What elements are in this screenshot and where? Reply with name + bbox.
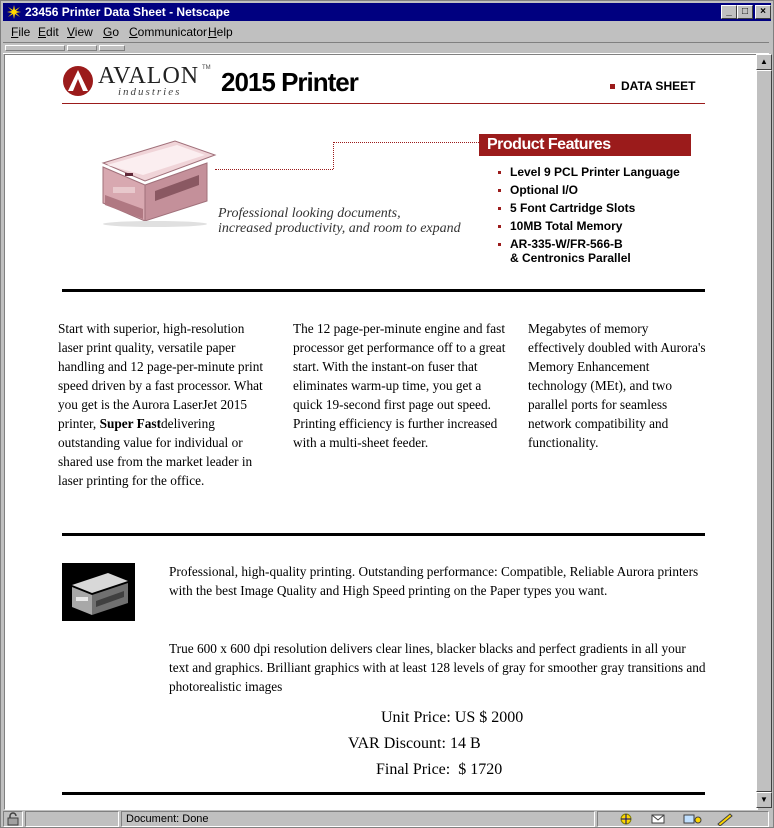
logo-trademark: TM	[202, 65, 211, 71]
status-text-panel	[121, 811, 595, 827]
product-features-title: Product Features	[487, 136, 611, 153]
feature-text: AR-335-W/FR-566-B	[510, 237, 623, 251]
callout-line	[215, 169, 333, 170]
toolbar-grip-location[interactable]	[67, 45, 97, 51]
feature-item	[498, 237, 680, 265]
callout-line-vertical	[333, 142, 334, 169]
menu-go-rest: o	[112, 25, 120, 39]
tagline-line-2: increased productivity, and room to expand	[218, 221, 461, 236]
discussions-icon	[684, 815, 701, 823]
feature-text: 5 Font Cartridge Slots	[510, 201, 636, 215]
component-bar	[597, 811, 769, 827]
menu-communicator-key: C	[129, 25, 138, 39]
feature-list	[498, 165, 680, 269]
menu-file-key: F	[11, 25, 19, 39]
menu-help[interactable]	[208, 25, 233, 39]
scroll-down-button[interactable]: ▼	[756, 792, 772, 808]
status-bar	[3, 811, 771, 827]
menu-edit-rest: dit	[46, 25, 59, 39]
logo-subtitle: industries	[118, 86, 182, 98]
column-1	[58, 319, 266, 490]
menu-communicator-rest: ommunicator	[137, 25, 208, 39]
security-lock-icon	[5, 812, 21, 826]
menu-communicator[interactable]	[129, 25, 207, 39]
feature-item	[498, 201, 680, 215]
feature-text: 10MB Total Memory	[510, 219, 623, 233]
column-2: The 12 page-per-minute engine and fast processor get performance off to a great start. With the instant-on fuser that eliminates warm-up time, you get a quick 19-second first page out speed. Printing efficiency is further increased with a multi-sheet feeder.	[293, 321, 506, 450]
status-text: Document: Done	[126, 813, 209, 825]
menu-go-key: G	[103, 25, 113, 39]
title-bar[interactable]	[3, 3, 771, 21]
page-viewport[interactable]	[4, 54, 758, 810]
feature-text: Optional I/O	[510, 183, 578, 197]
menu-help-rest: elp	[216, 25, 233, 39]
scroll-up-button[interactable]: ▲	[756, 54, 772, 70]
scroll-thumb[interactable]	[756, 70, 772, 792]
column-1-bold: Super Fast	[99, 416, 162, 431]
navigator-icon	[621, 814, 631, 824]
feature-text-continued: & Centronics Parallel	[510, 251, 631, 265]
minimize-button[interactable]: _	[721, 5, 737, 19]
menu-help-key: H	[208, 25, 217, 39]
menu-bar	[3, 22, 771, 41]
feature-item	[498, 165, 680, 179]
printer-image	[95, 129, 217, 227]
security-panel[interactable]	[3, 811, 23, 827]
header-divider	[62, 103, 705, 104]
menu-view[interactable]	[67, 25, 93, 39]
description-paragraph-2: True 600 x 600 dpi resolution delivers clear lines, blacker blacks and perfect gradients in all your text and graphics. Brilliant graphics with at least 128 levels of gray for smoother gray transitions and photorealistic images	[169, 641, 706, 694]
toolbar-grip-row	[3, 42, 769, 54]
progress-panel	[25, 811, 119, 827]
column-3: Megabytes of memory effectively doubled with Aurora's Memory Enhancement technology (MEt), and two parallel ports for seamless network compatibility and functionality.	[528, 321, 706, 450]
vertical-scrollbar[interactable]	[756, 54, 772, 808]
unit-price: Unit Price: US $ 2000	[381, 709, 524, 726]
menu-edit[interactable]	[38, 25, 59, 39]
component-bar-icons	[600, 812, 768, 826]
menu-view-rest: iew	[74, 25, 93, 39]
data-sheet-bullet-icon	[610, 84, 615, 89]
menu-go[interactable]	[103, 25, 119, 39]
page-title: 2015 Printer	[221, 67, 358, 97]
final-price: Final Price: $ 1720	[376, 761, 503, 778]
menu-file-rest: ile	[18, 25, 31, 39]
callout-line-top	[333, 142, 483, 143]
section-divider	[62, 792, 705, 795]
section-divider	[62, 289, 705, 292]
description-paragraph-1: Professional, high-quality printing. Outstanding performance: Compatible, Reliable Aurora printers with the best Image Quality and High Speed printing on the Paper types you want.	[169, 564, 699, 598]
feature-text: Level 9 PCL Printer Language	[510, 165, 680, 179]
logo-name: AVALON	[98, 63, 200, 89]
composer-icon	[718, 814, 732, 826]
feature-item	[498, 183, 680, 197]
menu-file[interactable]	[11, 25, 30, 39]
data-sheet-label: DATA SHEET	[621, 79, 696, 93]
maximize-button[interactable]: □	[737, 5, 753, 19]
toolbar-grip-navigation[interactable]	[5, 45, 65, 51]
menu-edit-key: E	[38, 25, 47, 39]
mail-icon	[652, 815, 664, 823]
tagline	[218, 206, 461, 236]
section-divider	[62, 533, 705, 536]
toolbar-grip-personal[interactable]	[99, 45, 125, 51]
var-discount: VAR Discount: 14 B	[348, 735, 481, 752]
netscape-icon	[6, 4, 22, 20]
window-title: 23456 Printer Data Sheet - Netscape	[25, 5, 230, 19]
product-features-header	[479, 134, 691, 156]
printer-thumbnail	[62, 563, 135, 621]
close-button[interactable]: ×	[755, 5, 771, 19]
menu-view-key: V	[67, 25, 75, 39]
feature-item	[498, 219, 680, 233]
column-1-text-end: delivering outstanding value for individual or shared use from the market leader in laser printing for the office.	[58, 416, 253, 488]
tagline-line-1: Professional looking documents,	[218, 206, 401, 221]
avalon-logo-icon	[62, 65, 94, 97]
column-1-text: Start with superior, high-resolution laser print quality, versatile paper handling and 12 page-per-minute print speed driven by a fast processor. What you get is the Aurora LaserJet 2015 printer,	[58, 321, 264, 431]
